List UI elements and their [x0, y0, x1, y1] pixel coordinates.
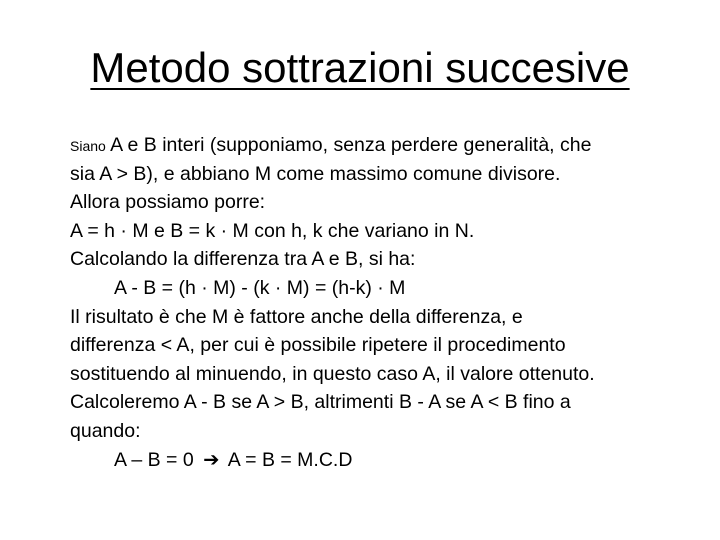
body-line-8: differenza < A, per cui è possibile ripetere il procedimento	[70, 334, 566, 357]
body-line-12-result	[70, 446, 690, 475]
body-line-11: quando:	[70, 419, 141, 442]
body-line-9: sostituendo al minuendo, in questo caso A, il valore ottenuto.	[70, 362, 595, 385]
body-line-6-formula: A - B = (h · M) - (k · M) = (h-k) · M	[114, 276, 406, 299]
body-line-1	[70, 131, 690, 160]
body-line-4: A = h · M e B = k · M con h, k che variano in N.	[70, 219, 475, 242]
right-arrow-icon: ➔	[203, 448, 220, 471]
body-line-7: Il risultato è che M è fattore anche della differenza, e	[70, 305, 523, 328]
slide-title: Metodo sottrazioni succesive	[90, 44, 630, 91]
slide-body	[70, 131, 690, 474]
body-line-1-prefix: Siano	[70, 138, 106, 154]
body-line-2: sia A > B), e abbiano M come massimo comune divisore.	[70, 162, 561, 185]
body-line-3: Allora possiamo porre:	[70, 191, 266, 214]
body-line-5: Calcolando la differenza tra A e B, si ha:	[70, 248, 416, 271]
body-line-10: Calcoleremo A - B se A > B, altrimenti B - A se A < B fino a	[70, 391, 571, 414]
result-right: A = B = M.C.D	[227, 448, 353, 471]
body-line-1-text: A e B interi (supponiamo, senza perdere generalità, che	[105, 134, 592, 156]
result-left: A – B = 0	[114, 448, 194, 471]
